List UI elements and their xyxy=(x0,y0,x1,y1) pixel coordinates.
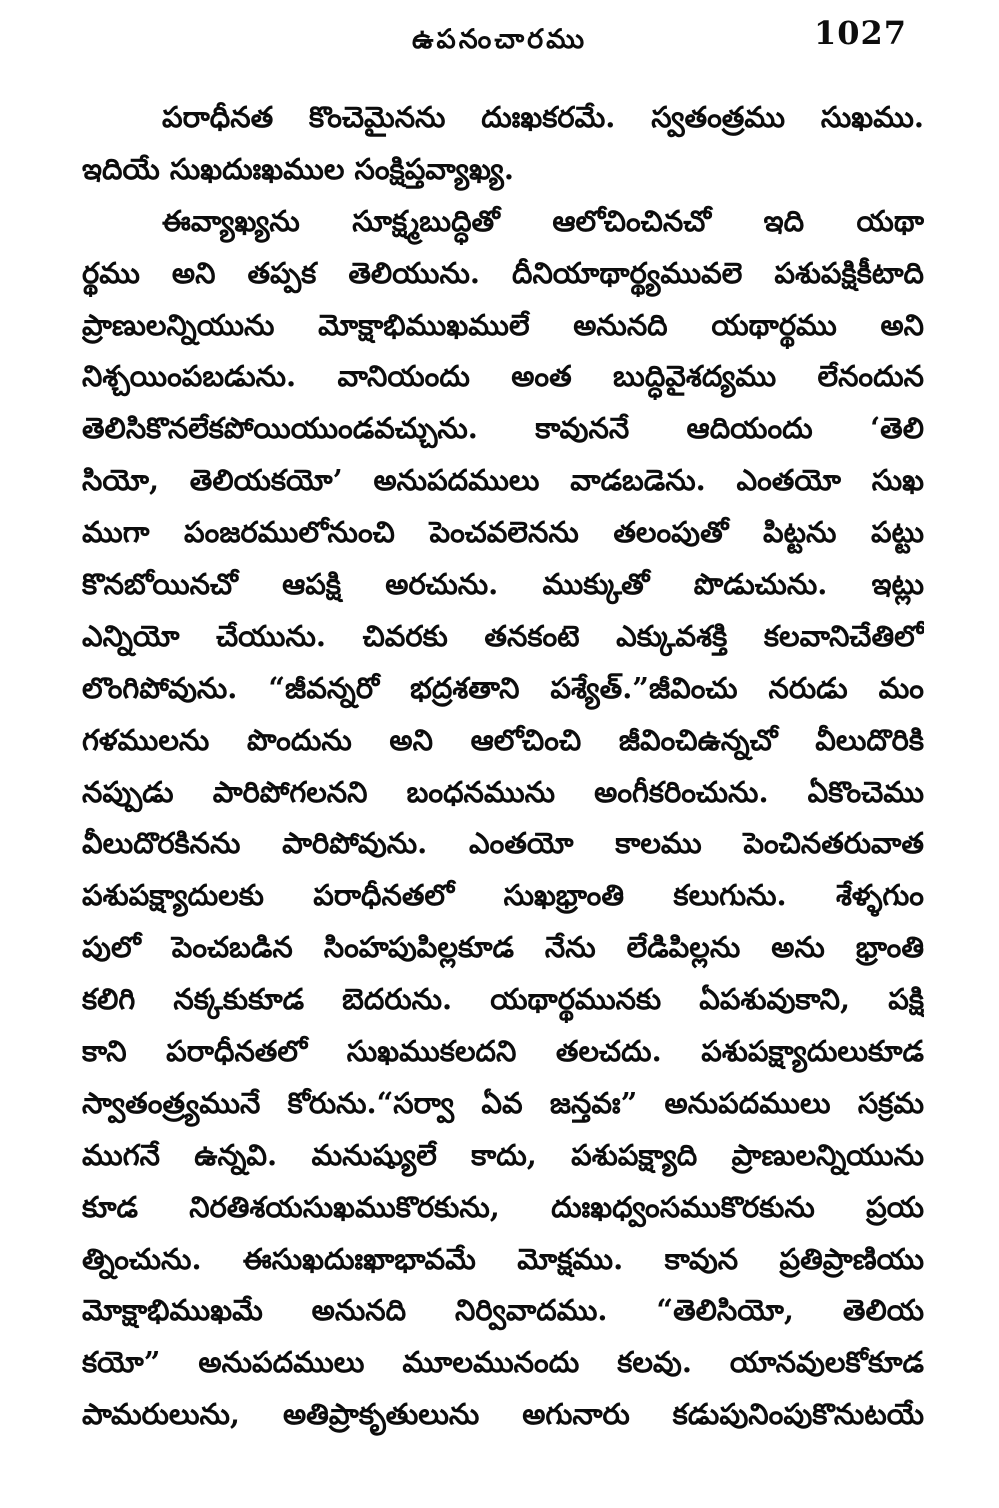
text-line: త్నించును. ఈసుఖదుఃఖాభావమే మోక్షము. కావున ప్రతిప్రాణియు xyxy=(82,1241,924,1276)
text-line: పులో పెంచబడిన సింహపుపిల్లకూడ నేను లేడిపిల్లను అను భ్రాంతి xyxy=(82,930,924,965)
text-line: కలిగి నక్కకుకూడ బెదరును. యథార్థమునకు ఏపశువుకాని, పక్షి xyxy=(82,982,924,1017)
text-line: ఇదియే సుఖదుఃఖముల సంక్షిప్తవ్యాఖ్య. xyxy=(82,151,514,186)
body-text xyxy=(82,92,924,1441)
text-line: పామరులును, అతిప్రాకృతులును అగునారు కడుపునింపుకొనుటయే xyxy=(82,1397,924,1432)
text-line: ముగా పంజరములోనుంచి పెంచవలెనను తలంపుతో పిట్టను పట్టు xyxy=(82,515,924,550)
text-line: ముగనే ఉన్నవి. మనుష్యులే కాదు, పశుపక్ష్యాది ప్రాణులన్నియును xyxy=(82,1137,924,1172)
text-line: కూడ నిరతిశయసుఖముకొరకును, దుఃఖధ్వంసముకొరకును ప్రయ xyxy=(82,1189,924,1224)
text-line: మోక్షాభిముఖమే అనునది నిర్వివాదము. “తెలిసియో, తెలియ xyxy=(82,1293,924,1328)
text-line: లొంగిపోవును. “జీవన్నరో భద్రశతాని పశ్యేత్.”జీవించు నరుడు మం xyxy=(82,670,924,705)
text-line: ఈవ్యాఖ్యను సూక్ష్మబుద్ధితో ఆలోచించినచో ఇది యథా xyxy=(162,203,924,238)
text-line: పశుపక్ష్యాదులకు పరాధీనతలో సుఖభ్రాంతి కలుగును. శేళ్ళగుం xyxy=(82,878,924,913)
text-line: కొనబోయినచో ఆపక్షి అరచును. ముక్కుతో పొడుచును. ఇట్లు xyxy=(82,567,924,602)
text-line: గళములను పొందును అని ఆలోచించి జీవించిఉన్నచో వీలుదొరికి xyxy=(82,722,924,757)
text-line: ర్థము అని తప్పక తెలియును. దీనియాథార్థ్యమువలె పశుపక్షికీటాది xyxy=(82,255,924,290)
text-line: ప్రాణులన్నియును మోక్షాభిముఖములే అనునది యథార్థము అని xyxy=(82,307,924,342)
text-line: కాని పరాధీనతలో సుఖముకలదని తలచదు. పశుపక్ష్యాదులుకూడ xyxy=(82,1034,924,1069)
running-header xyxy=(0,8,999,64)
text-line: ఎన్నియో చేయును. చివరకు తనకంటె ఎక్కువశక్తి కలవానిచేతిలో xyxy=(82,618,924,653)
text-line: తెలిసికొనలేకపోయియుండవచ్చును. కావుననే ఆదియందు ‘తెలి xyxy=(82,411,924,446)
text-line: స్వాతంత్ర్యమునే కోరును.“సర్వా ఏవ జన్తవః” అనుపదములు సక్రమ xyxy=(82,1085,924,1120)
text-line: పరాధీనత కొంచెమైనను దుఃఖకరమే. స్వతంత్రము సుఖము. xyxy=(162,100,924,134)
text-line: నప్పుడు పారిపోగలనని బంధనమును అంగీకరించును. ఏకొంచెము xyxy=(82,774,924,809)
text-line: సియో, తెలియకయో’ అనుపదములు వాడబడెను. ఎంతయో సుఖ xyxy=(82,463,924,498)
page-number: 1027 xyxy=(813,14,907,52)
text-line: కయో” అనుపదములు మూలమునందు కలవు. యానవులకోకూడ xyxy=(82,1345,924,1380)
text-line: వీలుదొరకినను పారిపోవును. ఎంతయో కాలము పెంచినతరువాత xyxy=(82,826,924,861)
text-line: నిశ్చయింపబడును. వానియందు అంత బుద్ధివైశద్యము లేనందున xyxy=(82,359,924,394)
running-title: ఉపనంచారము xyxy=(411,24,588,55)
